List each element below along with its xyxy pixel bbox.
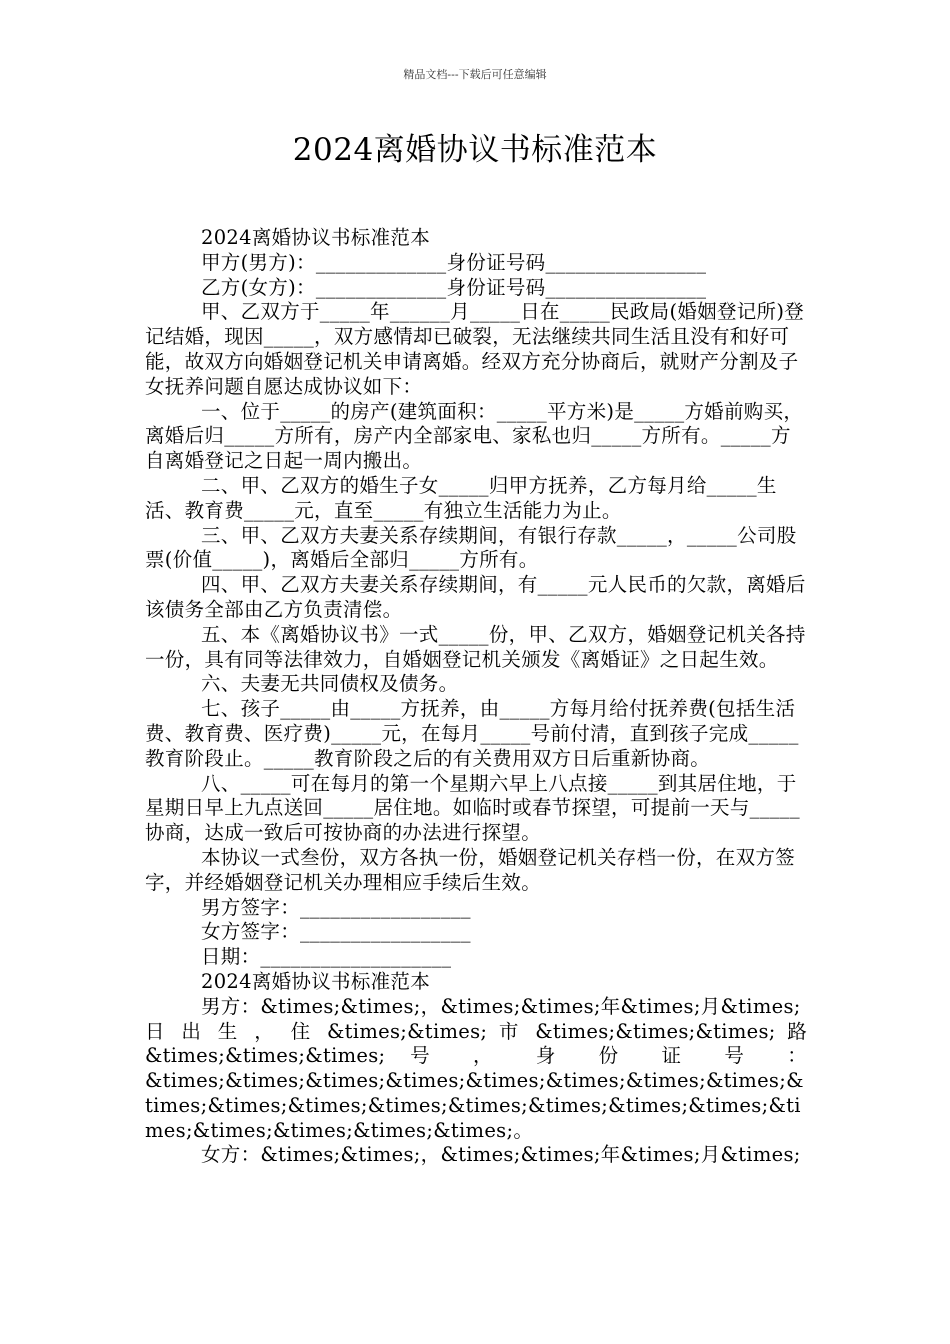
party-a-line: 甲方(男方)：_____________身份证号码________________ xyxy=(201,250,707,274)
intro-paragraph: 甲、乙双方于_____年______月_____日在_____民政局(婚姻登记所)登记结婚，现因_____，双方感情却已破裂，无法继续共同生活且没有和好可能，故双方向婚姻登记机关申请离婚。经双方充分协商后，就财产分割及子女抚养问题自愿达成协议如下： xyxy=(145,300,805,398)
clause-5: 五、本《离婚协议书》一式_____份，甲、乙双方，婚姻登记机关各持一份，具有同等法律效力，自婚姻登记机关颁发《离婚证》之日起生效。 xyxy=(145,622,806,671)
doc-title-line: 2024离婚协议书标准范本 xyxy=(201,226,431,249)
date-line: 日期：___________________ xyxy=(201,945,452,969)
clause-1: 一、位于_____的房产(建筑面积：_____平方米)是_____方婚前购买，离婚后归_____方所有，房产内全部家电、家私也归_____方所有。_____方自离婚登记之日起一周内搬出。 xyxy=(145,399,804,473)
male-info-line-3: &times;&times;&times; 号 ， 身 份 证 号 ： xyxy=(145,1044,807,1068)
party-b-line: 乙方(女方)：_____________身份证号码________________ xyxy=(201,275,707,299)
doc-title-line-2: 2024离婚协议书标准范本 xyxy=(201,969,431,993)
clause-3: 三、甲、乙双方夫妻关系存续期间，有银行存款_____，_____公司股票(价值_____)，离婚后全部归_____方所有。 xyxy=(145,523,797,572)
page-header: 精品文档---下载后可任意编辑 xyxy=(403,68,547,81)
clause-2: 二、甲、乙双方的婚生子女_____归甲方抚养，乙方每月给_____生活、教育费_____元，直至_____有独立生活能力为止。 xyxy=(145,473,777,522)
closing-paragraph: 本协议一式叁份，双方各执一份，婚姻登记机关存档一份，在双方签字，并经婚姻登记机关办理相应手续后生效。 xyxy=(145,845,796,894)
clause-6: 六、夫妻无共同债权及债务。 xyxy=(201,672,459,696)
page-title: 2024离婚协议书标准范本 xyxy=(292,132,658,168)
female-info-line: 女方：&times;&times;，&times;&times;年&times;月&times; xyxy=(201,1143,801,1167)
clause-4: 四、甲、乙双方夫妻关系存续期间，有_____元人民币的欠款，离婚后该债务全部由乙方负责清偿。 xyxy=(145,573,806,621)
male-info-line-4: &times;&times;&times;&times;&times;&times;&times;&times;&times;&times;&times;&times;&times;&times;&times;&times;&times;&times;&times;&times;&times;。 xyxy=(145,1069,804,1142)
document-body xyxy=(145,226,807,1168)
clause-8: 八、_____可在每月的第一个星期六早上八点接_____到其居住地，于星期日早上九点送回_____居住地。如临时或春节探望，可提前一天与_____协商，达成一致后可按协商的办法进行探望。 xyxy=(145,771,800,845)
female-signature-line: 女方签字：_________________ xyxy=(201,920,471,944)
male-signature-line: 男方签字：_________________ xyxy=(201,895,471,919)
male-info-line-1: 男方：&times;&times;，&times;&times;年&times;月&times; xyxy=(201,994,801,1018)
clause-7: 七、孩子_____由_____方抚养，由_____方每月给付抚养费(包括生活费、教育费、医疗费)_____元，在每月_____号前付清，直到孩子完成_____教育阶段止。_____教育阶段之后的有关费用双方日后重新协商。 xyxy=(145,697,799,770)
male-info-line-2: 日 出 生 ， 住 &times;&times; 市 &times;&times;&times; 路 xyxy=(145,1019,807,1043)
